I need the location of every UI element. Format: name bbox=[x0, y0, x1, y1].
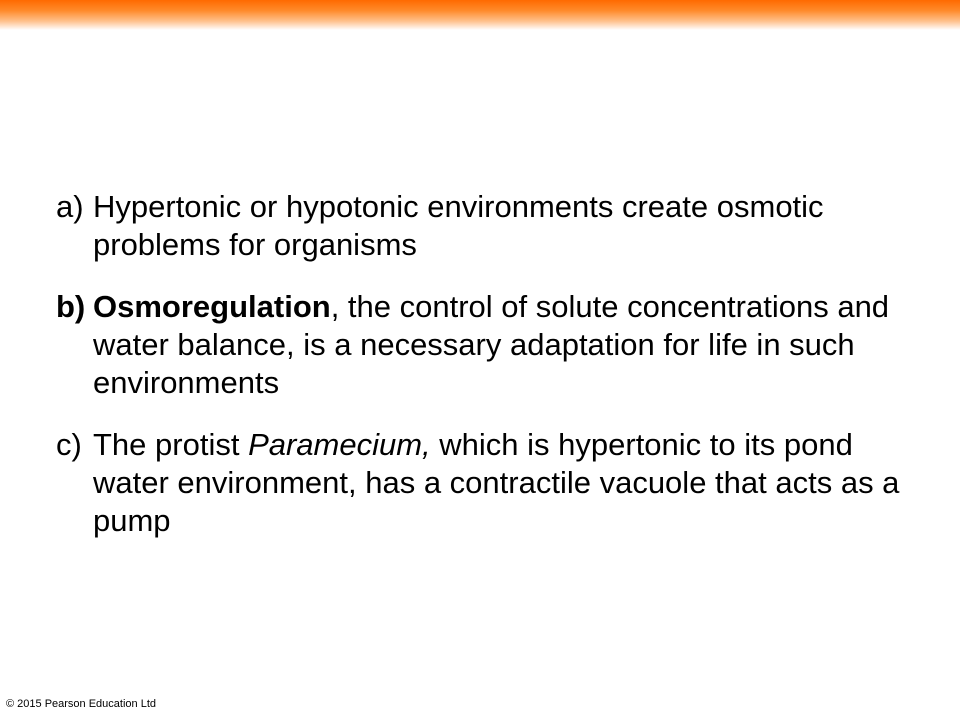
list-marker-c: c) bbox=[56, 427, 82, 462]
term-osmoregulation: Osmoregulation bbox=[93, 289, 331, 324]
list-item-b bbox=[56, 288, 936, 402]
list-text-c bbox=[93, 426, 936, 540]
list-text-c-after: which is hypertonic to its pond water environment, has a contractile vacuole that acts as a pump bbox=[93, 427, 900, 538]
slide-content bbox=[56, 188, 936, 564]
list-text-c-before: The protist bbox=[93, 427, 249, 462]
top-accent-bar bbox=[0, 0, 960, 30]
list-text-b bbox=[93, 288, 936, 402]
list-text-a: Hypertonic or hypotonic environments create osmotic problems for organisms bbox=[93, 189, 824, 262]
list-marker-a: a) bbox=[56, 189, 84, 224]
list-item-a bbox=[56, 188, 936, 264]
copyright-footer: © 2015 Pearson Education Ltd bbox=[6, 698, 156, 710]
list-text-b-rest: , the control of solute concentrations and water balance, is a necessary adaptation for life in such environments bbox=[93, 289, 890, 400]
list-marker-b: b) bbox=[56, 289, 86, 324]
term-paramecium: Paramecium, bbox=[248, 427, 431, 462]
list-item-c bbox=[56, 426, 936, 540]
